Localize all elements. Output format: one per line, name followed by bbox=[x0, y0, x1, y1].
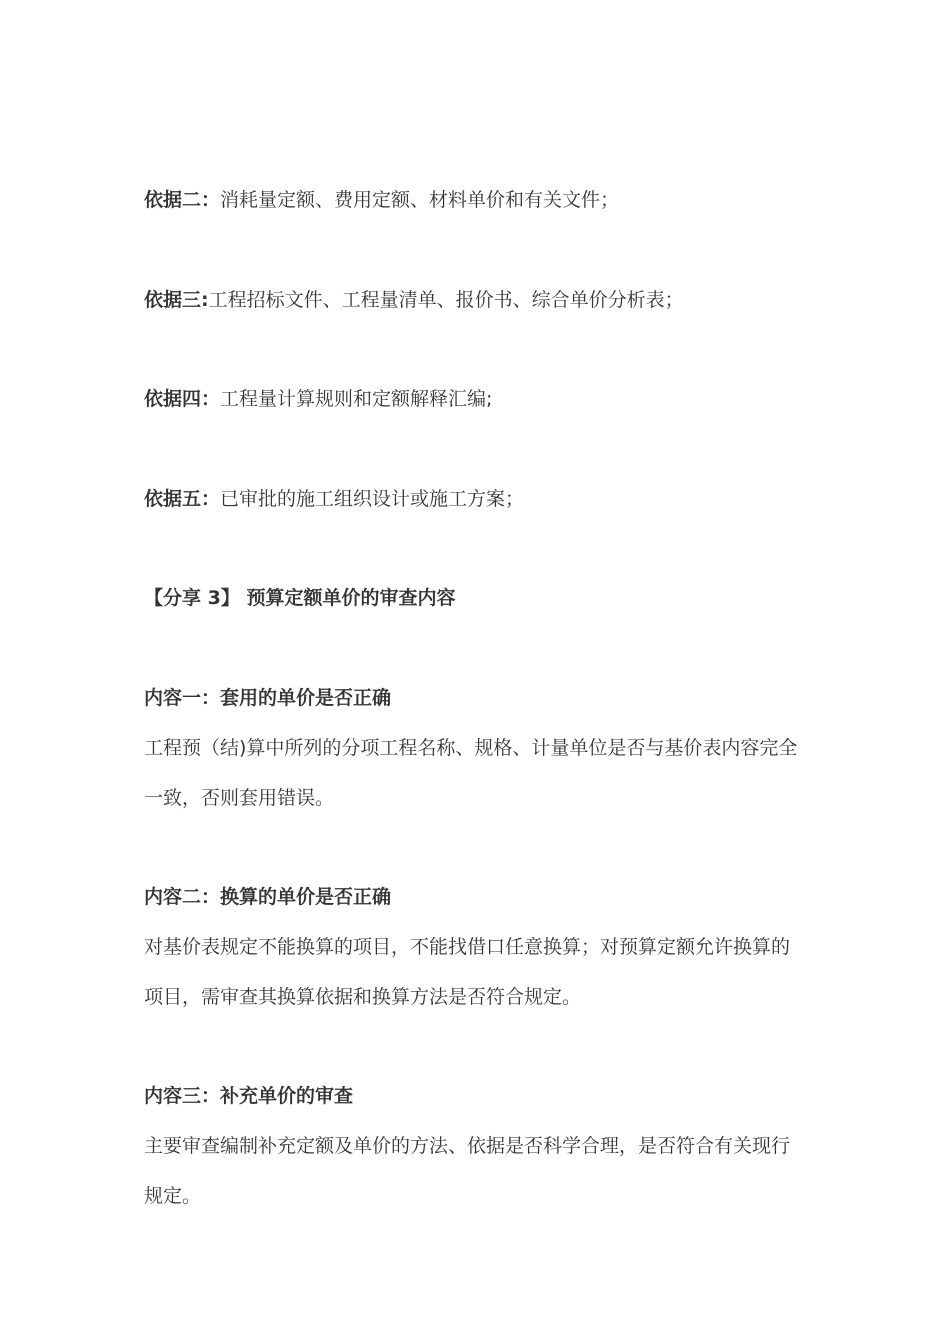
content-2-heading: 内容二：换算的单价是否正确 bbox=[144, 886, 392, 908]
content-2-line-1: 对基价表规定不能换算的项目，不能找借口任意换算；对预算定额允许换算的 bbox=[144, 936, 791, 958]
basis-label: 依据五： bbox=[144, 488, 221, 510]
basis-text: 消耗量定额、费用定额、材料单价和有关文件； bbox=[220, 189, 620, 211]
basis-item-2 bbox=[144, 188, 824, 212]
content-1-line-1: 工程预（结)算中所列的分项工程名称、规格、计量单位是否与基价表内容完全 bbox=[144, 737, 798, 759]
content-1-line-2: 一致，否则套用错误。 bbox=[144, 787, 335, 809]
content-1-heading: 内容一：套用的单价是否正确 bbox=[144, 687, 392, 709]
basis-item-4 bbox=[144, 387, 824, 411]
content-2-line-2: 项目，需审查其换算依据和换算方法是否符合规定。 bbox=[144, 986, 582, 1008]
basis-item-5 bbox=[144, 487, 824, 511]
basis-text: 工程量计算规则和定额解释汇编; bbox=[220, 388, 493, 410]
basis-label: 依据四： bbox=[144, 388, 221, 410]
basis-text: 已审批的施工组织设计或施工方案； bbox=[220, 488, 525, 510]
section-heading: 【分享 3】 预算定额单价的审查内容 bbox=[144, 587, 456, 609]
basis-label: 依据三: bbox=[144, 289, 209, 311]
content-3-line-1: 主要审查编制补充定额及单价的方法、依据是否科学合理，是否符合有关现行 bbox=[144, 1135, 791, 1157]
basis-text: 工程招标文件、工程量清单、报价书、综合单价分析表； bbox=[208, 289, 684, 311]
content-3-heading: 内容三：补充单价的审查 bbox=[144, 1085, 354, 1107]
basis-label: 依据二： bbox=[144, 189, 221, 211]
content-3-line-2: 规定。 bbox=[144, 1185, 202, 1207]
basis-item-3 bbox=[144, 288, 824, 312]
